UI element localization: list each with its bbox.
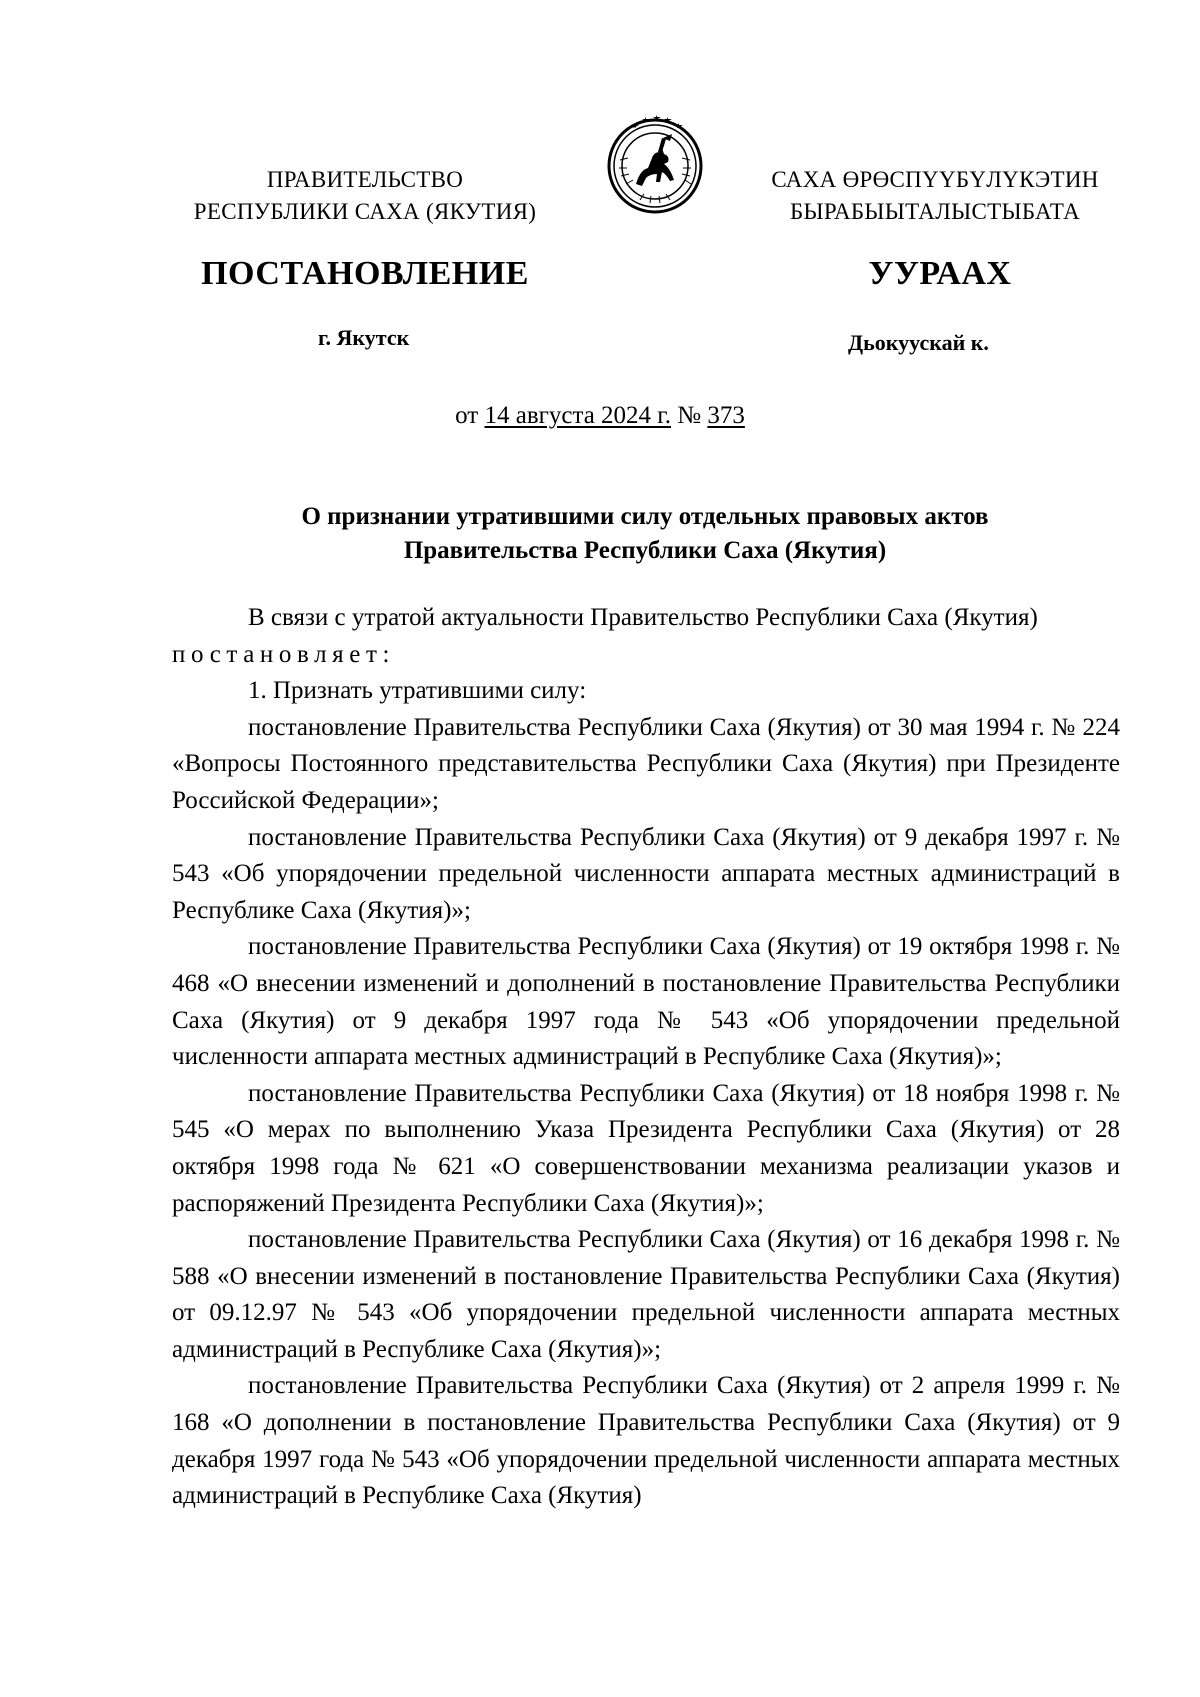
- header-right: [750, 164, 1120, 228]
- title-postanovlenie: ПОСТАНОВЛЕНИЕ: [201, 255, 529, 292]
- header-right-line1: САХА ӨРӨСПҮҮБҮЛҮКЭТИН: [771, 167, 1099, 192]
- document-body: [172, 600, 1120, 1515]
- document-date: 14 августа 2024 г.: [484, 402, 671, 429]
- number-sign: №: [677, 402, 702, 429]
- header-right-line2: БЫРАБЫЫТАЛЫСТЫБАТА: [789, 199, 1081, 224]
- act-item: постановление Правительства Республики Саха (Якутия) от 18 ноября 1998 г. № 545 «О мерах по выполнению Указа Президента Республики Саха (Якутия) от 28 октября 1998 года № 621 «О совершенствовании механизма реализации указов и распоряжений Президента Республики Саха (Якутия)»;: [172, 1079, 1120, 1217]
- title-uuraakh: УУРААХ: [868, 255, 1012, 292]
- document-title-line1: О признании утратившими силу отдельных правовых актов: [301, 503, 989, 530]
- city-dyokuuskai: Дьокуускай к.: [848, 330, 989, 355]
- act-item: постановление Правительства Республики Саха (Якутия) от 9 декабря 1997 г. № 543 «Об упорядочении предельной численности аппарата местных администраций в Республике Саха (Якутия)»;: [172, 823, 1120, 924]
- coat-of-arms-emblem-icon: [600, 108, 710, 218]
- header-left: [180, 164, 550, 228]
- act-item: постановление Правительства Республики Саха (Якутия) от 30 мая 1994 г. № 224 «Вопросы Постоянного представительства Республики Саха (Якутия) при Президенте Российской Федерации»;: [172, 713, 1120, 814]
- act-item: постановление Правительства Республики Саха (Якутия) от 2 апреля 1999 г. № 168 «О дополнении в постановление Правительства Республики Саха (Якутия) от 9 декабря 1997 года № 543 «Об упорядочении предельной численности аппарата местных администраций в Республике Саха (Якутия): [172, 1372, 1120, 1510]
- act-item: постановление Правительства Республики Саха (Якутия) от 19 октября 1998 г. № 468 «О внесении изменений и дополнений в постановление Правительства Республики Саха (Якутия) от 9 декабря 1997 года № 543 «Об упорядочении предельной численности аппарата местных администраций в Республике Саха (Якутия)»;: [172, 933, 1120, 1071]
- document-title: [170, 500, 1120, 568]
- intro-paragraph: В связи с утратой актуальности Правительство Республики Саха (Якутия): [248, 604, 1038, 631]
- date-prefix: от: [455, 402, 479, 429]
- document-number: 373: [707, 402, 745, 429]
- header-left-line1: ПРАВИТЕЛЬСТВО: [266, 167, 464, 192]
- header-left-line2: РЕСПУБЛИКИ САХА (ЯКУТИЯ): [193, 199, 537, 224]
- city-yakutsk: г. Якутск: [318, 325, 410, 350]
- document-title-line2: Правительства Республики Саха (Якутия): [403, 537, 887, 564]
- resolves-word: постановляет:: [172, 640, 396, 668]
- document-date-line: [0, 402, 1200, 430]
- item-1: 1. Признать утратившими силу:: [248, 677, 587, 705]
- act-item: постановление Правительства Республики Саха (Якутия) от 16 декабря 1998 г. № 588 «О внесении изменений в постановление Правительства Республики Саха (Якутия) от 09.12.97 № 543 «Об упорядочении предельной численности аппарата местных администраций в Республике Саха (Якутия)»;: [172, 1226, 1120, 1363]
